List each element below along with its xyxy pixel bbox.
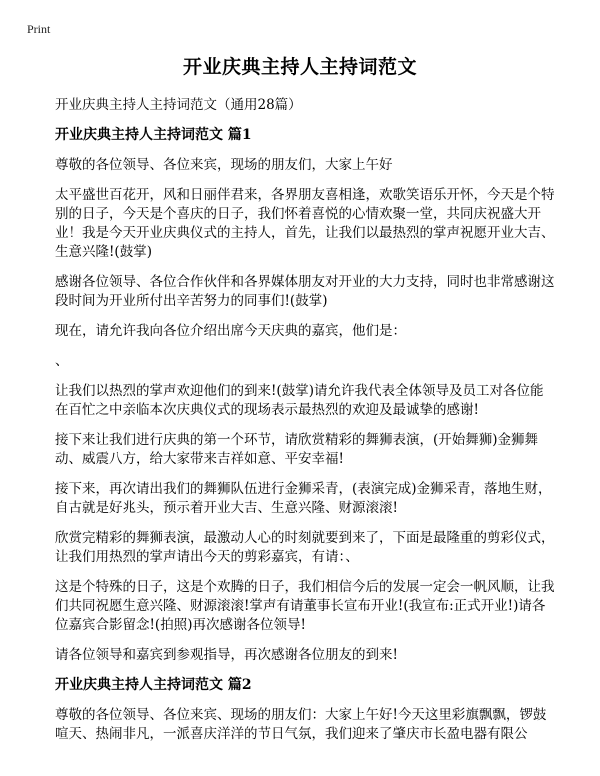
paragraph: 现在，请允许我向各位介绍出席今天庆典的嘉宾，他们是： bbox=[55, 323, 406, 339]
paragraph: 欣赏完精彩的舞狮表演，最激动人心的时刻就要到来了，下面是最隆重的剪彩仪式，让我们用热烈的掌声请出今天的剪彩嘉宾，有请：、 bbox=[55, 530, 555, 565]
paragraph: 请各位领导和嘉宾到参观指导，再次感谢各位朋友的到来! bbox=[55, 647, 398, 663]
document-body bbox=[55, 96, 555, 744]
paragraph: 尊敬的各位领导、各位来宾，现场的朋友们，大家上午好 bbox=[55, 157, 393, 173]
paragraph: 接下来让我们进行庆典的第一个环节，请欣赏精彩的舞狮表演，(开始舞狮)金狮舞动、威震八方，给大家带来吉祥如意、平安幸福! bbox=[55, 432, 539, 467]
document-subtitle: 开业庆典主持人主持词范文（通用28篇） bbox=[55, 97, 302, 113]
paragraph: 、 bbox=[55, 353, 69, 369]
section-heading-1: 开业庆典主持人主持词范文 篇1 bbox=[55, 127, 252, 143]
paragraph: 太平盛世百花开，风和日丽伴君来，各界朋友喜相逢，欢歌笑语乐开怀，今天是个特别的日子，今天是个喜庆的日子，我们怀着喜悦的心情欢聚一堂，共同庆祝盛大开业！我是今天开业庆典仪式的主持人，首先，让我们以最热烈的掌声祝愿开业大吉、生意兴隆!(鼓掌) bbox=[55, 187, 555, 260]
page-title: 开业庆典主持人主持词范文 bbox=[182, 56, 417, 78]
paragraph: 接下来，再次请出我们的舞狮队伍进行金狮采青，(表演完成)金狮采青，落地生财，自古就是好兆头，预示着开业大吉、生意兴隆、财源滚滚! bbox=[55, 481, 552, 516]
paragraph: 感谢各位领导、各位合作伙伴和各界媒体朋友对开业的大力支持，同时也非常感谢这段时间为开业所付出辛苦努力的同事们!(鼓掌) bbox=[55, 274, 555, 309]
section-heading-2: 开业庆典主持人主持词范文 篇2 bbox=[55, 677, 252, 693]
print-label[interactable]: Print bbox=[27, 22, 51, 36]
paragraph: 这是个特殊的日子，这是个欢腾的日子，我们相信今后的发展一定会一帆风顺，让我们共同祝愿生意兴隆、财源滚滚!掌声有请董事长宣布开业!(我宣布:正式开业!)请各位嘉宾合影留念!(拍照)再次感谢各位领导! bbox=[55, 579, 555, 633]
paragraph: 尊敬的各位领导、各位来宾、现场的朋友们：大家上午好!今天这里彩旗飘飘，锣鼓喧天、热闹非凡，一派喜庆洋洋的节日气氛，我们迎来了肇庆市长盈电器有限公 bbox=[55, 707, 547, 742]
paragraph: 让我们以热烈的掌声欢迎他们的到来!(鼓掌)请允许我代表全体领导及员工对各位能在百忙之中亲临本次庆典仪式的现场表示最热烈的欢迎及最诚挚的感谢! bbox=[55, 383, 544, 418]
